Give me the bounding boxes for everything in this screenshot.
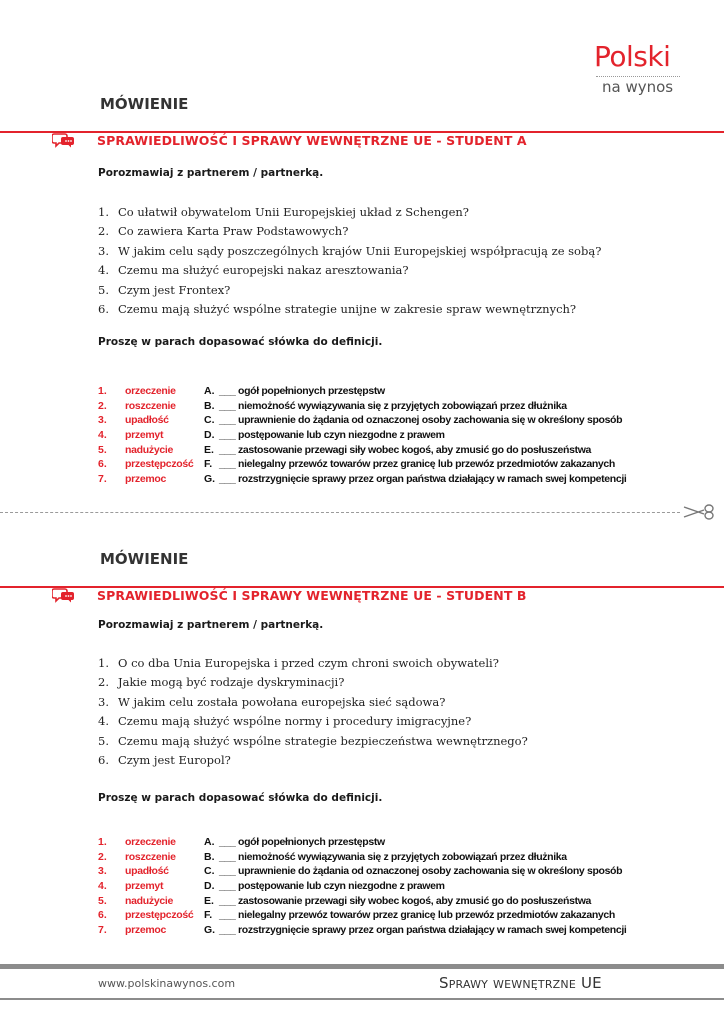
speech-bubbles-icon [52, 587, 76, 603]
instruction-matching: Proszę w parach dopasować słówka do definicji. [98, 792, 383, 804]
section-heading: SPRAWIEDLIWOŚĆ I SPRAWY WEWNĘTRZNE UE - STUDENT B [97, 588, 531, 603]
list-item: 6. Czemu mają służyć wspólne strategie unijne w zakresie spraw wewnętrznych? [98, 301, 577, 316]
list-item: 3. W jakim celu została powołana europejska sieć sądowa? [98, 694, 446, 709]
instruction-matching: Proszę w parach dopasować słówka do definicji. [98, 336, 383, 348]
footer-url[interactable]: www.polskinawynos.com [98, 977, 236, 990]
list-item: 6. Czym jest Europol? [98, 752, 231, 767]
list-item: 5. Czemu mają służyć wspólne strategie bezpieczeństwa wewnętrznego? [98, 733, 528, 748]
instruction-conversation: Porozmawiaj z partnerem / partnerką. [98, 619, 324, 631]
logo [594, 42, 694, 97]
list-item: 2. Jakie mogą być rodzaje dyskryminacji? [98, 675, 345, 690]
cut-line [0, 512, 680, 513]
footer-bar [0, 964, 724, 969]
section-heading-row [0, 586, 724, 608]
question-list [98, 203, 601, 319]
instruction-conversation: Porozmawiaj z partnerem / partnerką. [98, 167, 324, 179]
list-item: 1. O co dba Unia Europejska i przed czym chroni swoich obywateli? [98, 656, 499, 670]
logo-sub: na wynos [602, 78, 674, 96]
list-item: 4. Czemu ma służyć europejski nakaz aresztowania? [98, 263, 409, 278]
list-item: 2. Co zawiera Karta Praw Podstawowych? [98, 224, 349, 239]
question-list [98, 654, 528, 770]
logo-main: Polski [594, 40, 671, 73]
list-item: 4. Czemu mają służyć wspólne normy i procedury imigracyjne? [98, 714, 472, 729]
list-item: 1. Co ułatwił obywatelom Unii Europejskiej układ z Schengen? [98, 205, 469, 219]
scissors-icon [682, 503, 716, 521]
list-item: 3. W jakim celu sądy poszczególnych krajów Unii Europejskiej współpracują ze sobą? [98, 243, 602, 258]
section-heading-row [0, 131, 724, 153]
section-label: MÓWIENIE [100, 550, 189, 568]
list-item: 5. Czym jest Frontex? [98, 282, 231, 297]
section-heading: SPRAWIEDLIWOŚĆ I SPRAWY WEWNĘTRZNE UE - STUDENT A [97, 133, 531, 148]
footer-line [0, 998, 724, 1000]
speech-bubbles-icon [52, 132, 76, 148]
footer-title: Sprawy wewnętrzne UE [439, 974, 602, 992]
section-label: MÓWIENIE [100, 95, 189, 113]
